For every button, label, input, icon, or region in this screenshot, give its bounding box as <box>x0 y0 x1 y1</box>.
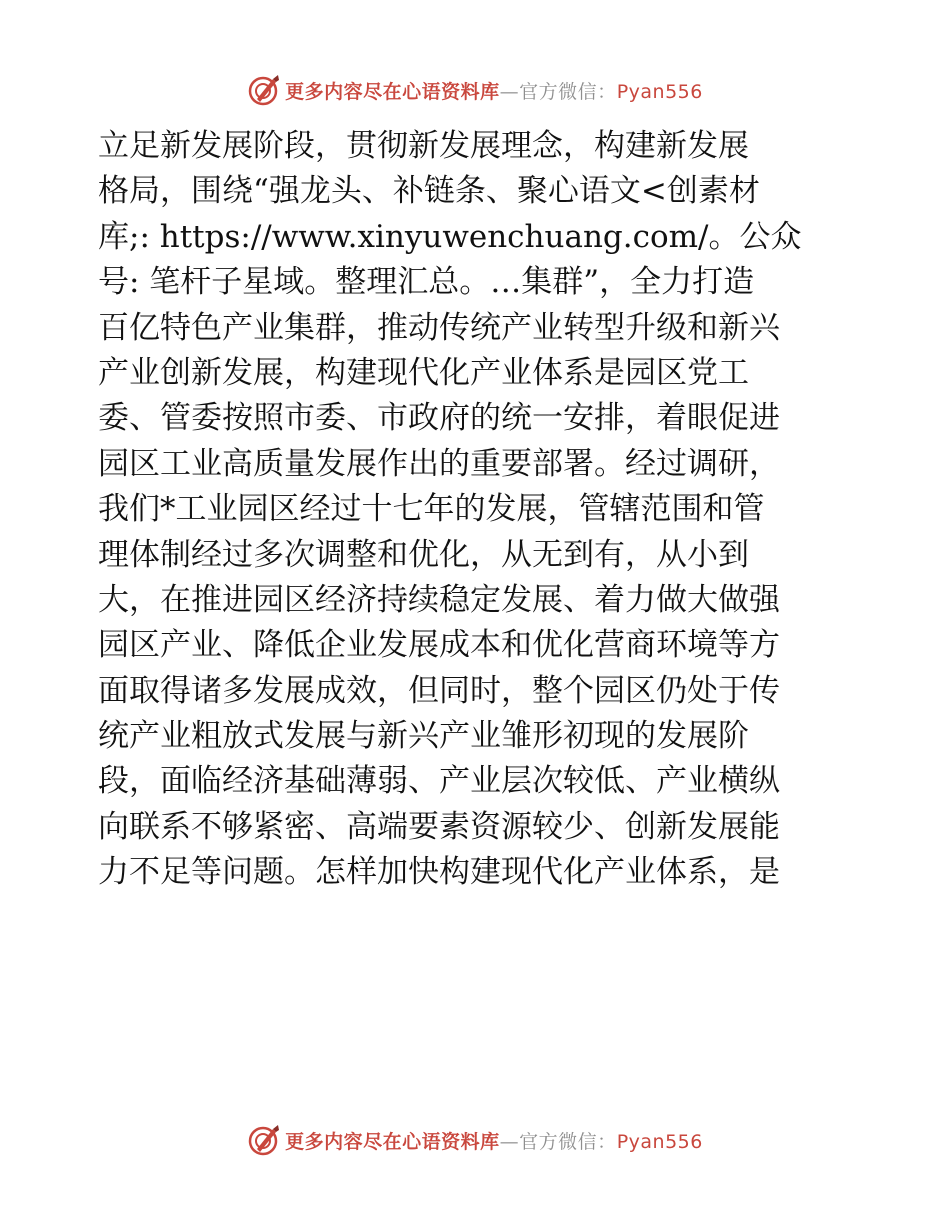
text-line: 产业创新发展，构建现代化产业体系是园区党工 <box>98 354 749 391</box>
banner-separator: — <box>499 1130 520 1153</box>
wechat-id: Pyan556 <box>616 1130 703 1153</box>
text-line: 委、管委按照市委、市政府的统一安排，着眼促进 <box>98 400 780 437</box>
text-line: 格局，围绕“强龙头、补链条、聚心语文<创素材 <box>98 173 760 210</box>
document-body <box>98 124 858 896</box>
text-line: 大，在推进园区经济持续稳定发展、着力做大做强 <box>98 581 780 618</box>
text-line: 库;: https://www.xinyuwenchuang.com/。公众 <box>98 218 802 255</box>
text-line: 向联系不够紧密、高端要素资源较少、创新发展能 <box>98 808 780 845</box>
text-line: 段，面临经济基础薄弱、产业层次较低、产业横纵 <box>98 763 780 800</box>
brand-logo-icon <box>247 1123 281 1157</box>
text-line: 园区产业、降低企业发展成本和优化营商环境等方 <box>98 627 780 664</box>
text-line: 统产业粗放式发展与新兴产业雏形初现的发展阶 <box>98 718 749 755</box>
text-line: 面取得诸多发展成效，但同时，整个园区仍处于传 <box>98 672 780 709</box>
header-banner <box>0 70 950 110</box>
text-line: 力不足等问题。怎样加快构建现代化产业体系，是 <box>98 854 780 891</box>
wechat-label: 官方微信： <box>519 80 617 103</box>
text-line: 理体制经过多次调整和优化，从无到有，从小到 <box>98 536 749 573</box>
text-line: 号: 笔杆子星域。整理汇总。…集群”，全力打造 <box>98 264 755 301</box>
wechat-id: Pyan556 <box>616 80 703 103</box>
brand-name: 更多内容尽在心语资料库 <box>285 1130 500 1153</box>
text-line: 园区工业高质量发展作出的重要部署。经过调研， <box>98 445 780 482</box>
footer-banner-text <box>285 1127 703 1154</box>
wechat-label: 官方微信： <box>519 1130 617 1153</box>
text-line: 百亿特色产业集群，推动传统产业转型升级和新兴 <box>98 309 780 346</box>
text-line: 立足新发展阶段，贯彻新发展理念，构建新发展 <box>98 128 749 164</box>
brand-name: 更多内容尽在心语资料库 <box>285 80 500 103</box>
banner-separator: — <box>499 80 520 103</box>
text-line: 我们*工业园区经过十七年的发展，管辖范围和管 <box>98 491 765 528</box>
header-banner-text <box>285 77 703 104</box>
brand-logo-icon <box>247 73 281 107</box>
footer-banner <box>0 1120 950 1160</box>
